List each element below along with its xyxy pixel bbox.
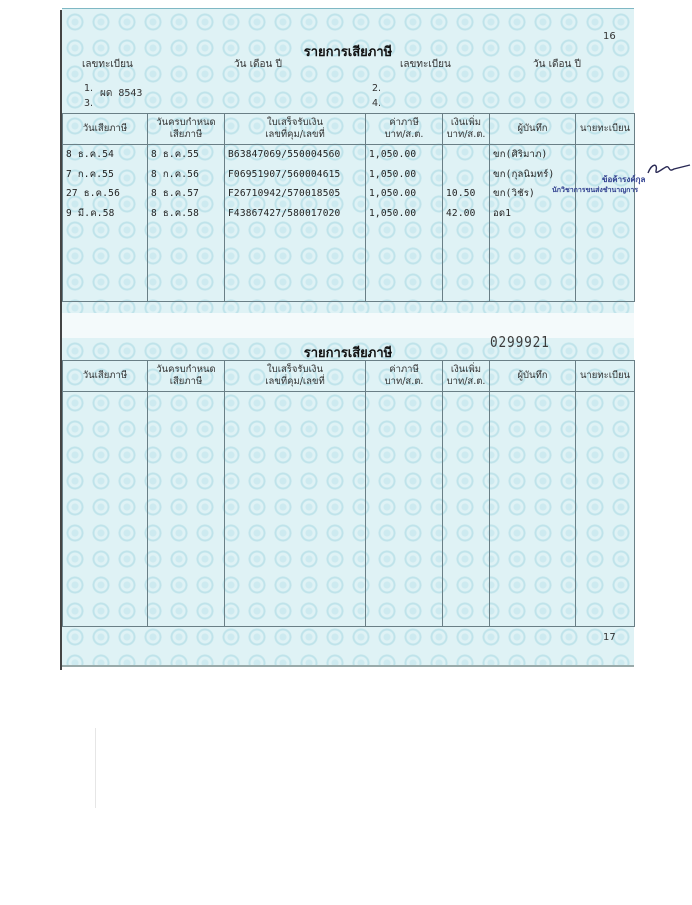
header-payment-date: วันเสียภาษี [63,361,148,392]
cell-recorder: ขก(กุลนิมทร์) [490,165,576,185]
cell-tax: 1,050.00 [366,204,443,224]
table-row-empty [63,490,635,510]
table-header-row [63,361,635,392]
table-row [63,145,635,165]
header-tax-amount: ค่าภาษี บาท/ส.ต. [366,361,443,392]
registration-label-right: เลขทะเบียน [400,59,451,70]
header-due-date: วันครบกำหนด เสียภาษี [148,361,225,392]
table-row-empty [63,412,635,432]
cell-recorder: ขก(ศิริมาภ) [490,145,576,165]
registration-label-left: เลขทะเบียน [82,59,133,70]
table-row-empty [63,607,635,627]
reg-line-4: 4. [372,98,382,109]
header-surcharge: เงินเพิ่ม บาท/ส.ต. [443,361,490,392]
page-bottom-edge [62,665,634,667]
table-row-empty [63,568,635,588]
table-header-row [63,114,635,145]
cell-registrar [576,204,635,224]
cell-paid-date: 8 ธ.ค.54 [63,145,148,165]
registrar-signature-icon [646,159,692,179]
scan-artifact [95,728,96,808]
official-stamp-name: ข้อค้ารงค์กุล [602,175,646,184]
cell-recorder: อด1 [490,204,576,224]
cell-surcharge: 42.00 [443,204,490,224]
official-stamp-title: นักวิชาการขนส่งชำนาญการ [552,186,639,194]
cell-recorder: ขก(วิชัร) [490,184,576,204]
tax-record-sheet-bottom [62,338,634,666]
table-row [63,184,635,204]
table-row [63,165,635,185]
table-row [63,204,635,224]
header-registrar: นายทะเบียน [576,361,635,392]
cell-due-date: 8 ก.ค.56 [148,165,225,185]
header-tax-amount: ค่าภาษี บาท/ส.ต. [366,114,443,145]
cell-receipt: F06951907/560004615 [225,165,366,185]
section-title-bottom: รายการเสียภาษี [303,346,393,361]
header-receipt: ใบเสร็จรับเงิน เลขที่คุม/เลขที่ [225,114,366,145]
cell-paid-date: 27 ธ.ค.56 [63,184,148,204]
header-receipt: ใบเสร็จรับเงิน เลขที่คุม/เลขที่ [225,361,366,392]
cell-due-date: 8 ธ.ค.58 [148,204,225,224]
date-label-right: วัน เดือน ปี [533,59,581,70]
cell-registrar [576,145,635,165]
section-title-top: รายการเสียภาษี [303,45,393,60]
reg-line-1: 1. [84,83,94,94]
cell-surcharge: 10.50 [443,184,490,204]
cell-tax: 1,050.00 [366,184,443,204]
header-surcharge: เงินเพิ่ม บาท/ส.ต. [443,114,490,145]
table-row-empty [63,509,635,529]
page-number-bottom: 17 [603,632,616,643]
cell-paid-date: 9 มี.ค.58 [63,204,148,224]
header-due-date: วันครบกำหนด เสียภาษี [148,114,225,145]
page-number-top: 16 [603,31,616,42]
table-row-empty [63,470,635,490]
cell-due-date: 8 ธ.ค.57 [148,184,225,204]
cell-surcharge [443,145,490,165]
header-recorder: ผู้บันทึก [490,361,576,392]
table-row-empty [63,243,635,263]
cell-receipt: F43867427/580017020 [225,204,366,224]
table-row-empty [63,548,635,568]
cell-receipt: B63847069/550004560 [225,145,366,165]
tax-table-bottom [62,360,635,627]
date-label-left: วัน เดือน ปี [234,59,282,70]
cell-due-date: 8 ธ.ค.55 [148,145,225,165]
cell-surcharge [443,165,490,185]
registration-plate: ผด 8543 [100,88,143,99]
reg-line-3: 3. [84,98,94,109]
table-row-empty [63,223,635,243]
cell-tax: 1,050.00 [366,165,443,185]
table-row-empty [63,282,635,302]
tax-table-top [62,113,635,302]
table-row-empty [63,431,635,451]
cell-tax: 1,050.00 [366,145,443,165]
header-registrar: นายทะเบียน [576,114,635,145]
cell-receipt: F26710942/570018505 [225,184,366,204]
reg-line-2: 2. [372,83,382,94]
table-row-empty [63,529,635,549]
serial-number: 0299921 [490,333,550,351]
cell-paid-date: 7 ก.ค.55 [63,165,148,185]
table-row-empty [63,262,635,282]
table-row-empty [63,451,635,471]
header-payment-date: วันเสียภาษี [63,114,148,145]
header-recorder: ผู้บันทึก [490,114,576,145]
table-row-empty [63,587,635,607]
tax-record-sheet-top [62,8,646,314]
table-row-empty [63,392,635,412]
